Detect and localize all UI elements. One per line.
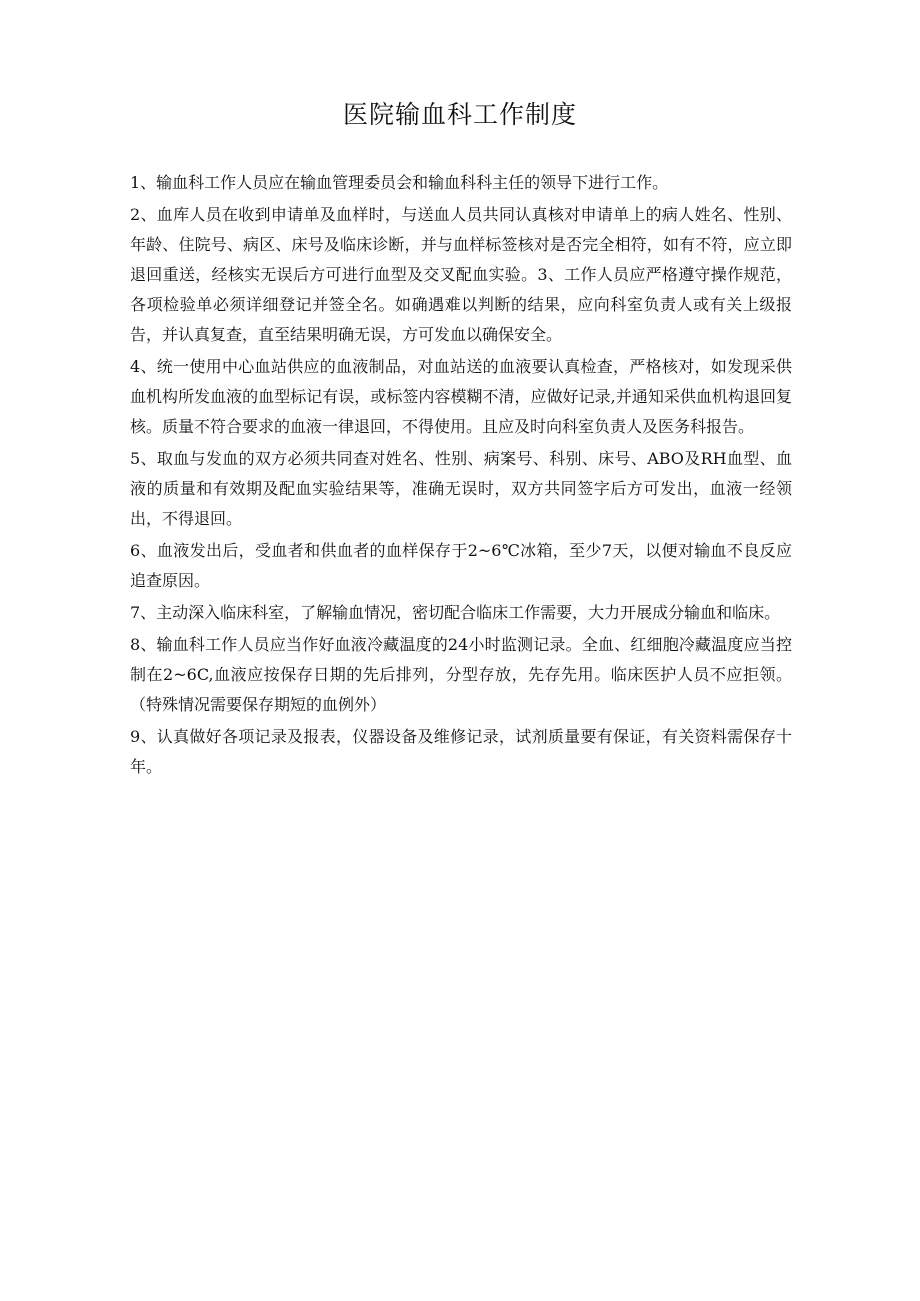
paragraph-7: 7、主动深入临床科室，了解输血情况，密切配合临床工作需要，大力开展成分输血和临床。: [130, 603, 781, 622]
paragraph-8: 8、输血科工作人员应当作好血液冷藏温度的24小时监测记录。全血、红细胞冷藏温度应当控制在2~6C,血液应按保存日期的先后排列，分型存放，先存先用。临床医护人员不应拒领。（特殊情况需要保存期短的血例外）: [130, 635, 792, 714]
page-title: 医院输血科工作制度: [342, 100, 577, 129]
paragraph-2-3: 2、血库人员在收到申请单及血样时，与送血人员共同认真核对申请单上的病人姓名、性别、年龄、住院号、病区、床号及临床诊断，并与血样标签核对是否完全相符，如有不符，应立即退回重送，经核实无误后方可进行血型及交叉配血实验。3、工作人员应严格遵守操作规范，各项检验单必须详细登记并签全名。如确遇难以判断的结果，应向科室负责人或有关上级报告，并认真复查，直至结果明确无误，方可发血以确保安全。: [130, 205, 792, 344]
document-body: [130, 168, 792, 784]
paragraph-1: 1、输血科工作人员应在输血管理委员会和输血科科主任的领导下进行工作。: [130, 173, 669, 192]
paragraph-6: 6、血液发出后，受血者和供血者的血样保存于2~6℃冰箱，至少7天，以便对输血不良反应追查原因。: [130, 541, 792, 590]
paragraph-9: 9、认真做好各项记录及报表，仪器设备及维修记录，试剂质量要有保证，有关资料需保存十年。: [130, 727, 792, 776]
paragraph-5: 5、取血与发血的双方必须共同查对姓名、性别、病案号、科别、床号、ABO及RH血型、血液的质量和有效期及配血实验结果等，准确无误时，双方共同签字后方可发出，血液一经领出，不得退回。: [130, 449, 792, 528]
paragraph-4: 4、统一使用中心血站供应的血液制品，对血站送的血液要认真检查，严格核对，如发现采供血机构所发血液的血型标记有误，或标签内容模糊不清，应做好记录,并通知采供血机构退回复核。质量不符合要求的血液一律退回，不得使用。且应及时向科室负责人及医务科报告。: [130, 357, 792, 436]
